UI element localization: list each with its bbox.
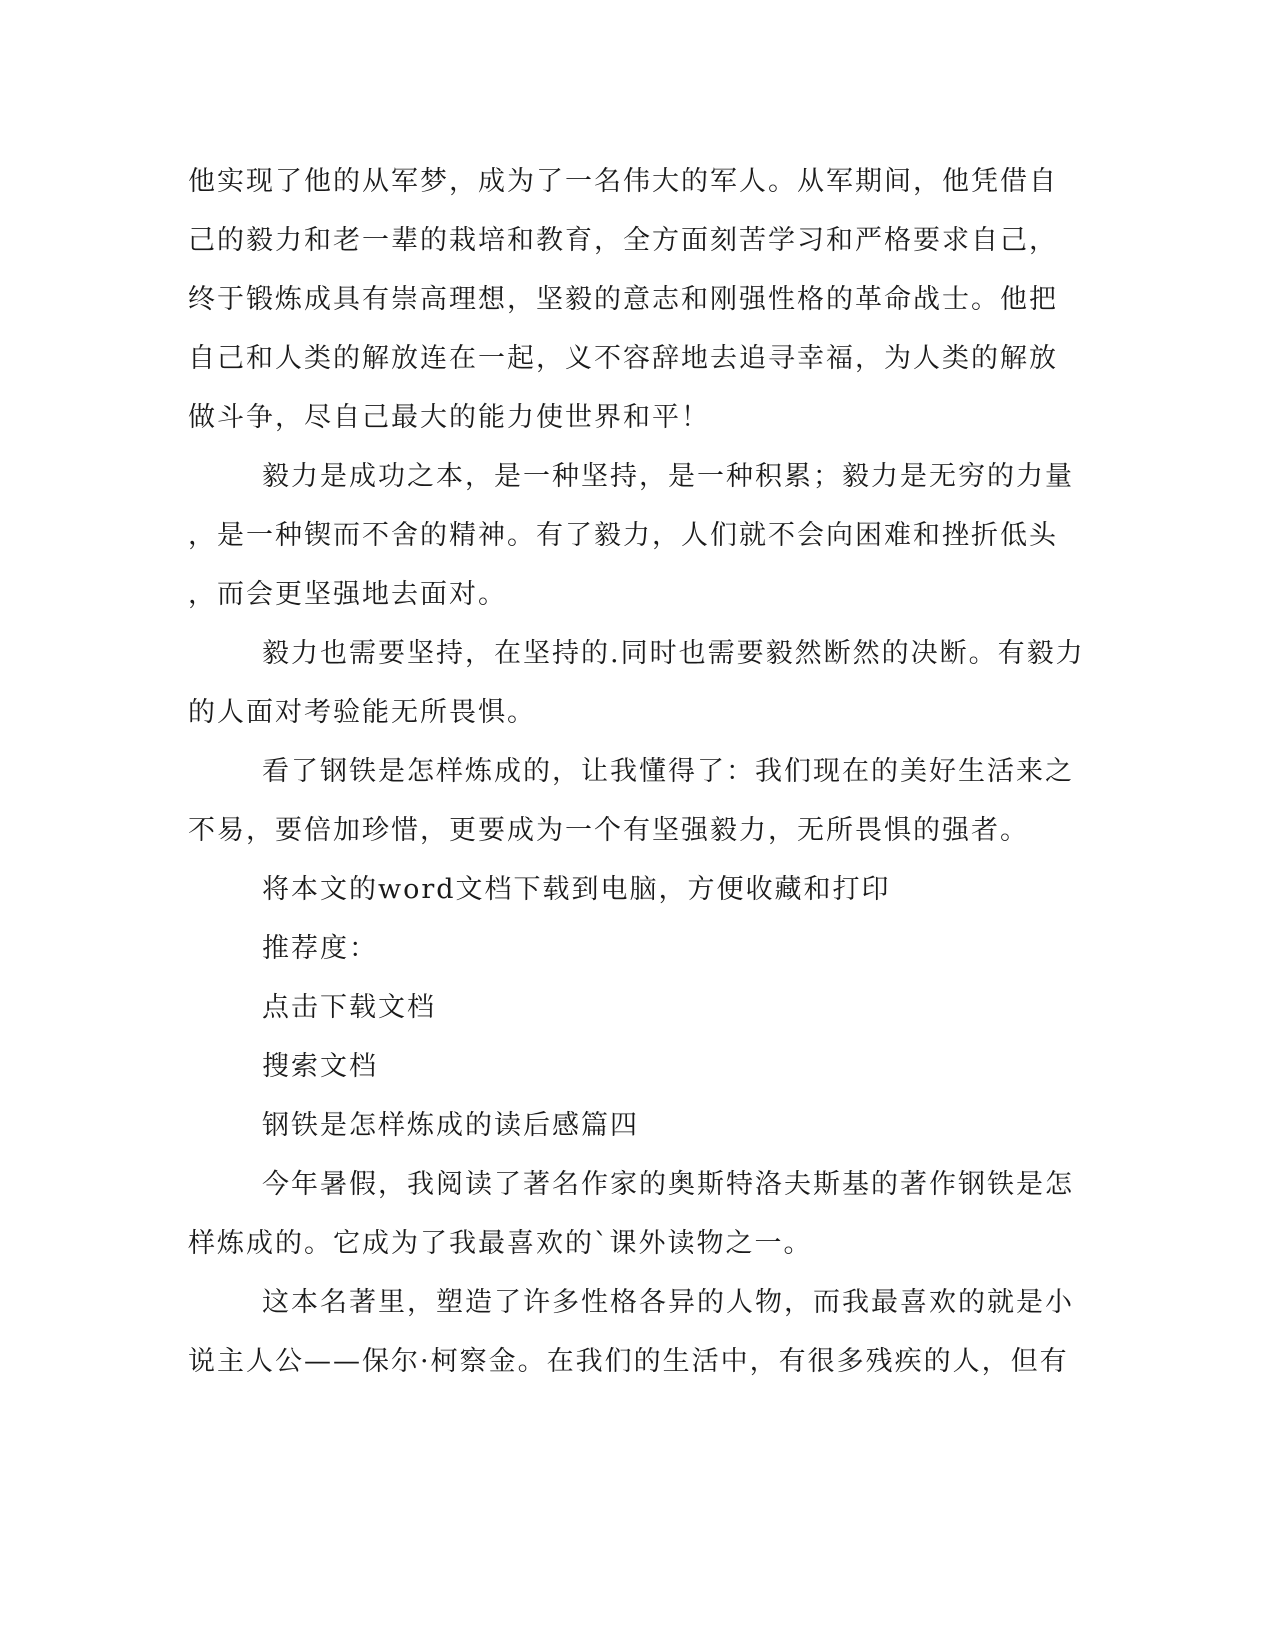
recommend-label: 推荐度： (262, 933, 378, 964)
text-line: 不易，要倍加珍惜，更要成为一个有坚强毅力，无所畏惧的强者。 (188, 815, 1029, 846)
text-line: 的人面对考验能无所畏惧。 (188, 697, 536, 728)
text-line: ，而会更坚强地去面对。 (188, 579, 507, 610)
text-line: 看了钢铁是怎样炼成的，让我懂得了：我们现在的美好生活来之 (262, 756, 1074, 787)
section-heading: 钢铁是怎样炼成的读后感篇四 (262, 1110, 639, 1141)
text-line: 今年暑假，我阅读了著名作家的奥斯特洛夫斯基的著作钢铁是怎 (262, 1169, 1074, 1200)
text-line: 己的毅力和老一辈的栽培和教育，全方面刻苦学习和严格要求自己， (188, 225, 1058, 256)
text-line: 毅力也需要坚持，在坚持的.同时也需要毅然断然的决断。有毅力 (262, 638, 1085, 669)
text-line: 这本名著里，塑造了许多性格各异的人物，而我最喜欢的就是小 (262, 1287, 1074, 1318)
text-line: 毅力是成功之本，是一种坚持，是一种积累；毅力是无穷的力量 (262, 461, 1074, 492)
text-line: ，是一种锲而不舍的精神。有了毅力，人们就不会向困难和挫折低头 (188, 520, 1058, 551)
search-document-link[interactable]: 搜索文档 (262, 1051, 378, 1082)
text-line: 说主人公——保尔·柯察金。在我们的生活中，有很多残疾的人，但有 (188, 1346, 1069, 1377)
download-document-link[interactable]: 点击下载文档 (262, 992, 436, 1023)
text-line: 样炼成的。它成为了我最喜欢的`课外读物之一。 (188, 1228, 813, 1259)
text-line: 终于锻炼成具有崇高理想，坚毅的意志和刚强性格的革命战士。他把 (188, 284, 1058, 315)
text-line: 做斗争，尽自己最大的能力使世界和平！ (188, 402, 710, 433)
text-line: 自己和人类的解放连在一起，义不容辞地去追寻幸福，为人类的解放 (188, 343, 1058, 374)
download-notice: 将本文的word文档下载到电脑，方便收藏和打印 (262, 874, 891, 905)
text-line: 他实现了他的从军梦，成为了一名伟大的军人。从军期间，他凭借自 (188, 166, 1058, 197)
